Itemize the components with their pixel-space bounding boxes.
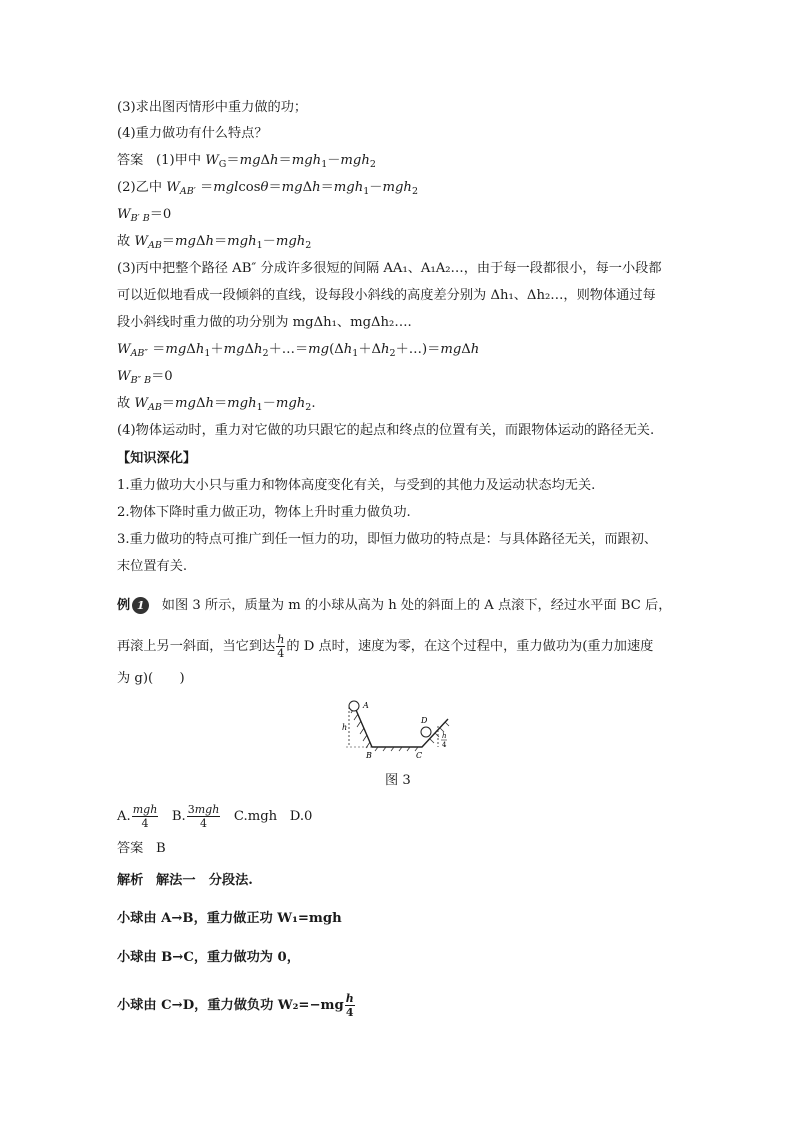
fraction-h-over-4-b: $\frac{h}{4}$ bbox=[345, 992, 354, 1019]
ball-a bbox=[349, 701, 359, 711]
example-number-badge: 1 bbox=[132, 597, 149, 614]
knowledge-3b: 末位置有关. bbox=[117, 559, 188, 574]
answer-4: (4)物体运动时，重力对它做的功只跟它的起点和终点的位置有关，而跟物体运动的路径无关. bbox=[117, 423, 655, 438]
label-c: C bbox=[416, 751, 423, 760]
step-1: 小球由 A→B，重力做正功 W₁=mgh bbox=[117, 911, 342, 926]
options-row bbox=[117, 803, 312, 830]
figure-caption: 图 3 bbox=[385, 773, 411, 788]
label-h: h bbox=[342, 723, 348, 732]
label-a: A bbox=[363, 701, 369, 710]
knowledge-2: 2.物体下降时重力做正功，物体上升时重力做负功. bbox=[117, 505, 411, 520]
question-3: (3)求出图丙情形中重力做的功； bbox=[117, 100, 308, 115]
label-h4-num: h bbox=[442, 732, 447, 740]
formula-wab2: 故 $W_{AB}=mg\Delta h=mgh_1-mgh_2$. bbox=[117, 396, 316, 413]
option-d[interactable]: D.0 bbox=[289, 809, 313, 824]
knowledge-3: 3.重力做功的特点可推广到任一恒力的功，即恒力做功的特点是：与具体路径无关，而跟初、 bbox=[117, 532, 658, 547]
example-line-2: 再滚上另一斜面，当它到达 $\frac{h}{4}$ 的 D 点时，速度为零，在这个过程中，重力做功为(重力加速度 bbox=[117, 633, 654, 660]
formula-wbb: $W_{B' B}=0$ bbox=[117, 207, 172, 224]
label-h4-den: 4 bbox=[442, 741, 447, 749]
answer-3-line2: 可以近似地看成一段倾斜的直线，设每段小斜线的高度差分别为 Δh₁、Δh₂…，则物体通过每 bbox=[117, 288, 656, 303]
answer-1: 答案 (1)甲中 $W_G=mg\Delta h=mgh_1-mgh_2$ bbox=[117, 153, 376, 170]
section-title: 【知识深化】 bbox=[117, 451, 197, 466]
fraction-h-over-4: $\frac{h}{4}$ bbox=[277, 633, 285, 660]
option-b[interactable]: B. $\frac{\text{3mgh}}{4}$ bbox=[171, 803, 220, 830]
left-slope-hatch bbox=[351, 707, 370, 748]
formula-wab: 故 $W_{AB}=mg\Delta h=mgh_1-mgh_2$ bbox=[117, 234, 312, 251]
step-3: 小球由 C→D，重力做负功 W₂=−mg $\frac{h}{4}$ bbox=[117, 992, 354, 1019]
label-b: B bbox=[366, 751, 372, 760]
question-4: (4)重力做功有什么特点？ bbox=[117, 126, 268, 141]
ball-d bbox=[421, 727, 431, 737]
example-line-3: 为 g)( ) bbox=[117, 671, 185, 686]
physics-figure bbox=[340, 697, 460, 763]
analysis-label: 解析 bbox=[117, 873, 144, 888]
analysis-row: 解析 解法一 分段法. bbox=[117, 873, 253, 888]
example-label: 例 bbox=[117, 598, 131, 613]
formula-sum: $W_{AB''}$ $=mg\Delta h_1+mg\Delta h_2+\dots=mg(\Delta h_1+\Delta h_2+\dots)=mg\Delta h$ bbox=[117, 342, 480, 359]
answer-3-line1: (3)丙中把整个路径 AB″ 分成许多很短的间隔 AA₁、A₁A₂…，由于每一段都很小，每一小段都 bbox=[117, 261, 662, 276]
label-d: D bbox=[421, 716, 428, 725]
option-a[interactable]: A. $\frac{\text{mgh}}{4}$ bbox=[117, 803, 158, 830]
knowledge-1: 1.重力做功大小只与重力和物体高度变化有关，与受到的其他力及运动状态均无关. bbox=[117, 478, 596, 493]
answer-value: B bbox=[155, 841, 166, 856]
answer-3-line3: 段小斜线时重力做的功分别为 mgΔh₁、mgΔh₂…. bbox=[117, 315, 412, 330]
answer-label: 答案 bbox=[117, 153, 144, 168]
formula-wbb2: $W_{B'' B}=0$ bbox=[117, 369, 173, 386]
option-c[interactable]: C.mgh bbox=[233, 809, 278, 824]
step-2: 小球由 B→C，重力做功为 0， bbox=[117, 950, 300, 965]
example-line-1: 例 1 如图 3 所示，质量为 m 的小球从高为 h 处的斜面上的 A 点滚下，经过水平面 BC 后， bbox=[117, 598, 672, 613]
answer-2: (2)乙中 $W_{AB'} =mglcos\theta=mg\Delta h=mgh_1-mgh_2$ bbox=[117, 180, 418, 197]
answer-row: 答案 B bbox=[117, 841, 166, 856]
